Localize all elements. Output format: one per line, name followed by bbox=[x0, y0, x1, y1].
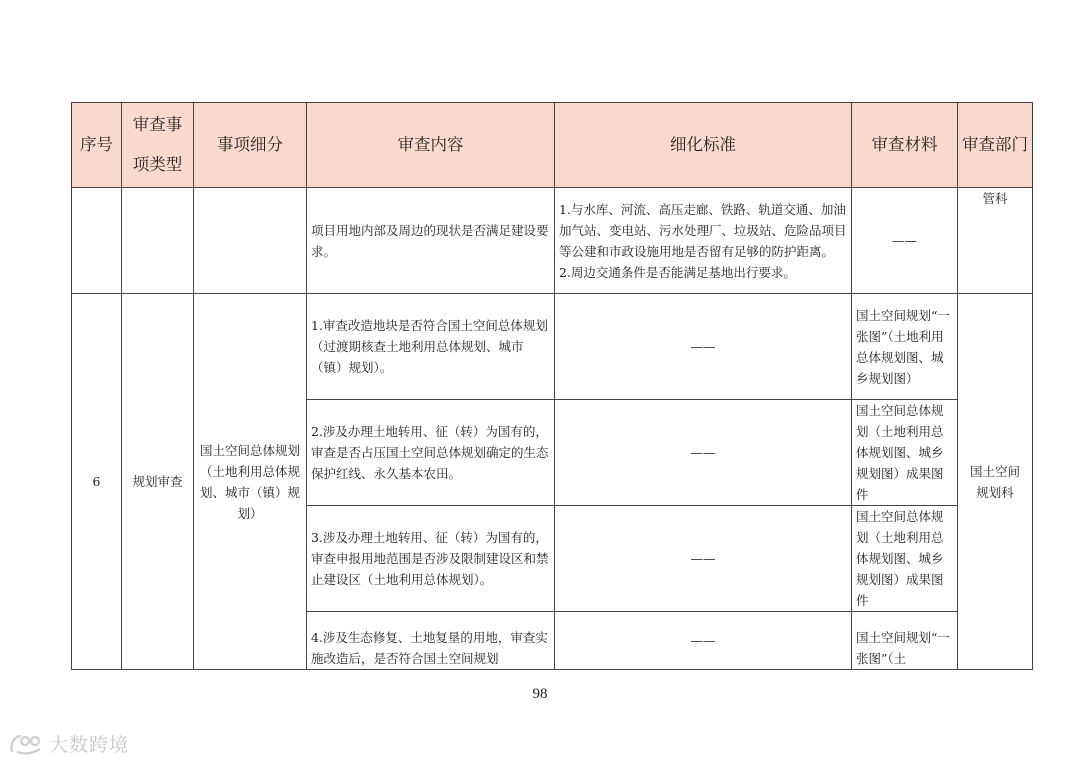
cell-empty bbox=[122, 188, 194, 294]
header-standard: 细化标准 bbox=[555, 103, 852, 188]
header-department: 审查部门 bbox=[958, 103, 1033, 188]
cell-type: 规划审查 bbox=[122, 294, 194, 670]
cell-content: 2.涉及办理土地转用、征（转）为国有的，审查是否占压国土空间总体规划确定的生态保护红线、永久基本农田。 bbox=[307, 400, 555, 506]
table-row bbox=[72, 294, 1033, 400]
cell-content: 项目用地内部及周边的现状是否满足建设要求。 bbox=[307, 188, 555, 294]
cell-materials: —— bbox=[852, 188, 958, 294]
cell-content: 3.涉及办理土地转用、征（转）为国有的，审查申报用地范围是否涉及限制建设区和禁止建设区（土地利用总体规划）。 bbox=[307, 506, 555, 612]
cell-empty bbox=[194, 188, 307, 294]
header-type: 审查事项类型 bbox=[122, 103, 194, 188]
cell-standard: —— bbox=[555, 612, 852, 670]
header-materials: 审查材料 bbox=[852, 103, 958, 188]
table-header-row bbox=[72, 103, 1033, 188]
watermark bbox=[8, 730, 129, 757]
cell-index: 6 bbox=[72, 294, 122, 670]
header-content: 审查内容 bbox=[307, 103, 555, 188]
cell-standard: —— bbox=[555, 294, 852, 400]
cell-materials: 国土空间总体规划（土地利用总体规划图、城乡规划图）成果图件 bbox=[852, 400, 958, 506]
page-number: 98 bbox=[532, 686, 548, 702]
cell-subdivision: 国土空间总体规划（土地利用总体规划、城市（镇）规划） bbox=[194, 294, 307, 670]
table-row bbox=[72, 188, 1033, 294]
cell-standard: —— bbox=[555, 506, 852, 612]
header-index: 序号 bbox=[72, 103, 122, 188]
cell-standard bbox=[555, 188, 852, 294]
watermark-logo-icon bbox=[8, 732, 46, 756]
review-table bbox=[71, 102, 1033, 670]
cell-materials: 国土空间总体规划（土地利用总体规划图、城乡规划图）成果图件 bbox=[852, 506, 958, 612]
cell-materials: 国土空间规划“一张图”（土 bbox=[852, 612, 958, 670]
cell-materials: 国土空间规划“一张图”（土地利用总体规划图、城乡规划图） bbox=[852, 294, 958, 400]
cell-content: 1.审查改造地块是否符合国土空间总体规划（过渡期核查土地利用总体规划、城市（镇）规划）。 bbox=[307, 294, 555, 400]
standard-line: 1.与水库、河流、高压走廊、铁路、轨道交通、加油加气站、变电站、污水处理厂、垃圾站、危险品项目等公建和市政设施用地是否留有足够的防护距离。 bbox=[559, 201, 847, 259]
cell-empty bbox=[72, 188, 122, 294]
cell-content: 4.涉及生态修复、土地复垦的用地，审查实施改造后，是否符合国土空间规划 bbox=[307, 612, 555, 670]
standard-line: 2.周边交通条件是否能满足基地出行要求。 bbox=[559, 264, 796, 280]
cell-standard: —— bbox=[555, 400, 852, 506]
cell-department: 管科 bbox=[958, 188, 1033, 294]
watermark-text: 大数跨境 bbox=[49, 734, 130, 756]
cell-department: 国土空间规划科 bbox=[958, 294, 1033, 670]
header-subdivision: 事项细分 bbox=[194, 103, 307, 188]
